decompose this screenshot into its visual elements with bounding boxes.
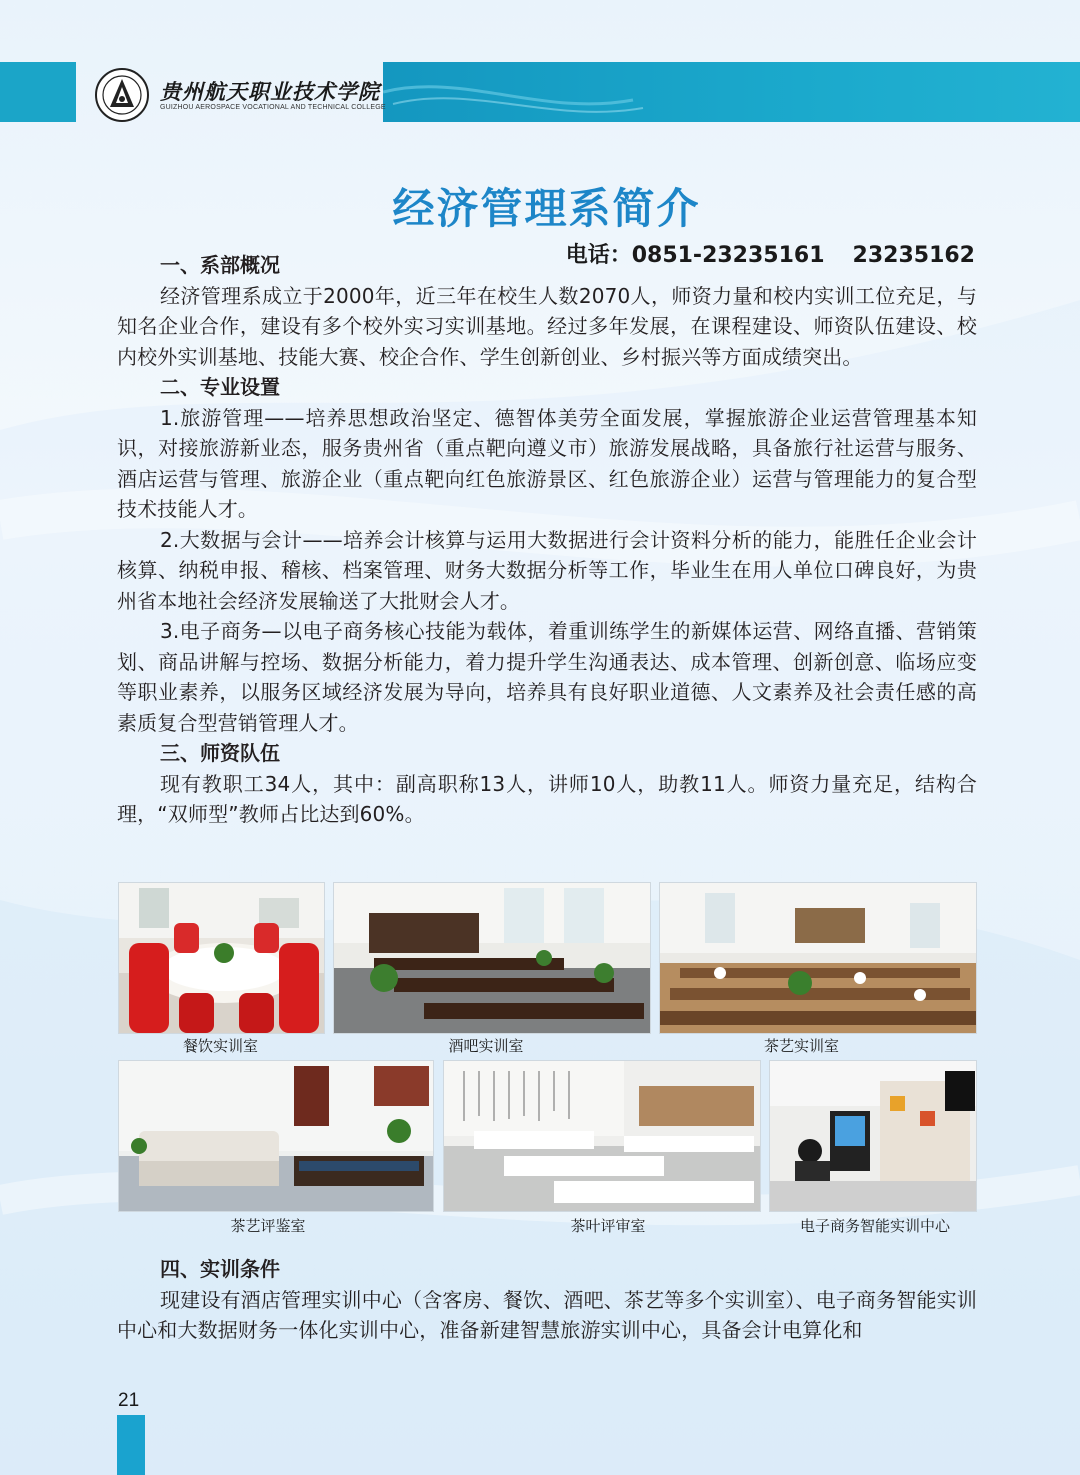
section-heading-faculty: 三、师资队伍 bbox=[160, 741, 280, 765]
header-band-left bbox=[0, 62, 76, 122]
caption-bar-room: 酒吧实训室 bbox=[448, 1037, 524, 1055]
caption-dining-room: 餐饮实训室 bbox=[182, 1037, 258, 1055]
phone-primary: 电话：0851-23235161 bbox=[565, 243, 825, 268]
photo-dining-room bbox=[118, 882, 325, 1034]
photo-ecommerce-center bbox=[769, 1060, 977, 1212]
caption-tea-art-room: 茶艺实训室 bbox=[763, 1037, 839, 1055]
training-paragraph: 现建设有酒店管理实训中心（含客房、餐饮、酒吧、茶艺等多个实训室）、电子商务智能实训中心和大数据财务一体化实训中心，准备新建智慧旅游实训中心，具备会计电算化和 bbox=[117, 1287, 977, 1342]
school-logo bbox=[94, 67, 150, 123]
header-band-right bbox=[383, 62, 1080, 122]
faculty-paragraph: 现有教职工34人，其中：副高职称13人，讲师10人，助教11人。师资力量充足，结构合理，“双师型”教师占比达到60%。 bbox=[117, 771, 977, 826]
major-ecommerce: 3.电子商务—以电子商务核心技能为载体，着重训练学生的新媒体运营、网络直播、营销策划、商品讲解与控场、数据分析能力，着力提升学生沟通表达、成本管理、创新创意、临场应变等职业素养，以服务区域经济发展为导向，培养具有良好职业道德、人文素养及社会责任感的高素质复合型营销管理人才。 bbox=[117, 619, 977, 735]
page-title: 经济管理系简介 bbox=[392, 184, 701, 233]
school-name: 贵州航天职业技术学院 bbox=[160, 79, 380, 104]
caption-tea-review-room: 茶叶评审室 bbox=[570, 1217, 646, 1235]
page-tab-decoration bbox=[117, 1415, 145, 1475]
major-tourism: 1.旅游管理——培养思想政治坚定、德智体美劳全面发展，掌握旅游企业运营管理基本知识，对接旅游新业态，服务贵州省（重点靶向遵义市）旅游发展战略，具备旅行社运营与服务、酒店运营与管理、旅游企业（重点靶向红色旅游景区、红色旅游企业）运营与管理能力的复合型技术技能人才。 bbox=[117, 405, 977, 521]
photo-bar-room bbox=[333, 882, 651, 1034]
photo-tea-tasting-room bbox=[118, 1060, 434, 1212]
photo-tea-review-room bbox=[443, 1060, 761, 1212]
section-heading-overview: 一、系部概况 bbox=[160, 253, 280, 277]
overview-paragraph: 经济管理系成立于2000年，近三年在校生人数2070人，师资力量和校内实训工位充足，与知名企业合作，建设有多个校外实习实训基地。经过多年发展，在课程建设、师资队伍建设、校内校外实训基地、技能大赛、校企合作、学生创新创业、乡村振兴等方面成绩突出。 bbox=[117, 283, 977, 369]
section-heading-training: 四、实训条件 bbox=[160, 1257, 280, 1281]
section-heading-majors: 二、专业设置 bbox=[160, 375, 280, 399]
caption-tea-tasting-room: 茶艺评鉴室 bbox=[230, 1217, 306, 1235]
school-name-en: GUIZHOU AEROSPACE VOCATIONAL AND TECHNICAL COLLEGE bbox=[160, 104, 386, 111]
major-accounting: 2.大数据与会计——培养会计核算与运用大数据进行会计资料分析的能力，能胜任企业会计核算、纳税申报、稽核、档案管理、财务大数据分析等工作，毕业生在用人单位口碑良好，为贵州省本地社会经济发展输送了大批财会人才。 bbox=[117, 527, 977, 613]
main-text bbox=[117, 250, 977, 830]
caption-ecommerce-center: 电子商务智能实训中心 bbox=[799, 1217, 950, 1235]
band-wave-decoration bbox=[383, 62, 1080, 122]
phone-secondary: 23235162 bbox=[852, 243, 975, 268]
training-section bbox=[117, 1254, 977, 1346]
page-number: 21 bbox=[118, 1390, 140, 1411]
photo-tea-art-room bbox=[659, 882, 977, 1034]
